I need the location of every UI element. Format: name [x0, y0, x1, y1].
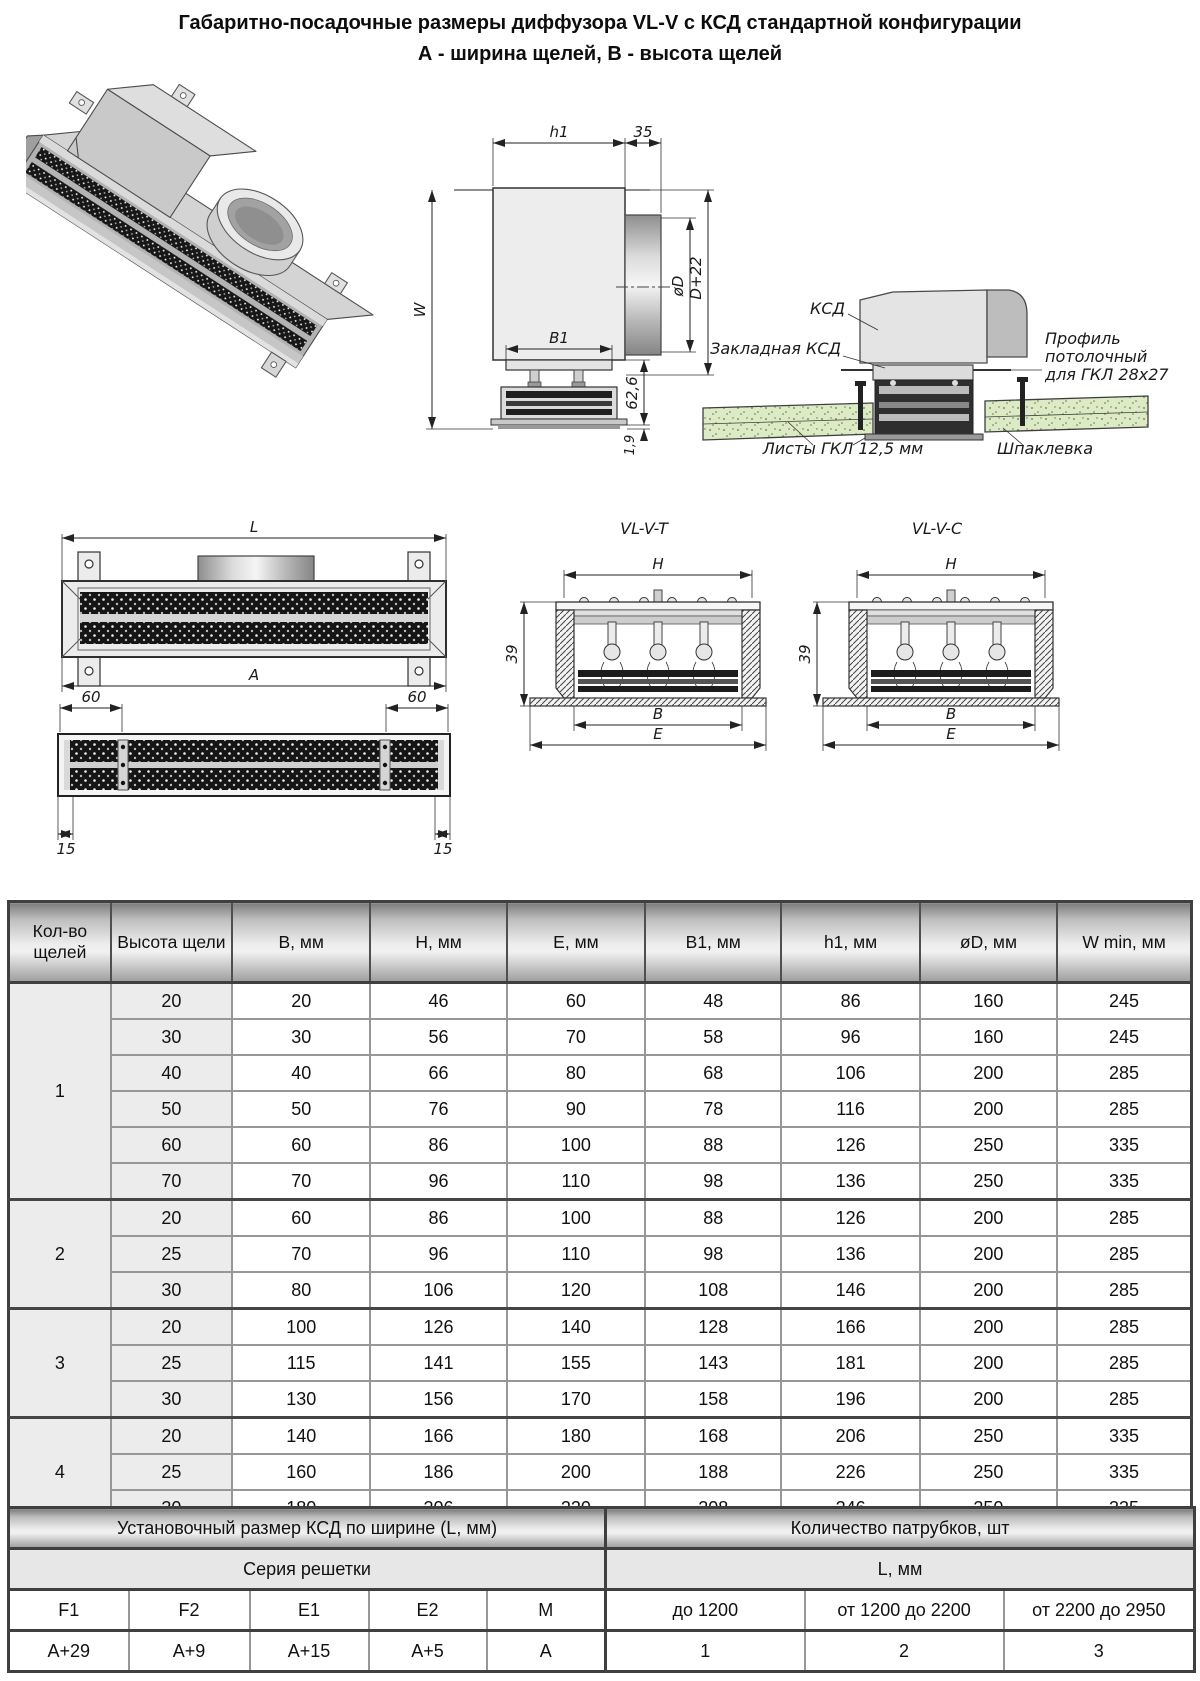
count-val-2: 2	[805, 1631, 1004, 1672]
dim-value-cell: 108	[645, 1272, 781, 1309]
dim-value-cell: 98	[645, 1163, 781, 1200]
dim-label-19: 1,9	[623, 434, 638, 456]
detail-duct-elbow	[987, 290, 1027, 357]
dim-label-35: 35	[633, 123, 653, 141]
dim-value-cell: 156	[370, 1381, 506, 1418]
count-val-1: 1	[606, 1631, 805, 1672]
label-zakladnaya: Закладная КСД	[710, 339, 841, 358]
dim-value-cell: 48	[645, 983, 781, 1020]
detail-diffuser-body	[865, 380, 983, 440]
dim-value-cell: 170	[507, 1381, 645, 1418]
dim-value-cell: 200	[920, 1345, 1057, 1381]
svg-text:потолочный: потолочный	[1045, 347, 1148, 366]
vlvc-body	[823, 590, 1059, 706]
vlvt-body	[530, 590, 766, 706]
dim-value-cell: 335	[1057, 1163, 1191, 1200]
dim-value-cell: 70	[232, 1163, 370, 1200]
installation-sub-row	[9, 1549, 1195, 1590]
dim-label-E-c: E	[946, 725, 956, 743]
dim-value-cell: 98	[645, 1236, 781, 1272]
dim-value-cell: 60	[232, 1127, 370, 1163]
dim-value-cell: 86	[370, 1200, 506, 1237]
dim-value-cell: 116	[781, 1091, 919, 1127]
front-collar	[198, 556, 314, 581]
dim-value-cell: 335	[1057, 1127, 1191, 1163]
slot-count-cell: 3	[9, 1309, 111, 1418]
slot-count-cell: 2	[9, 1200, 111, 1309]
dim-value-cell: 96	[370, 1236, 506, 1272]
dim-value-cell: 70	[232, 1236, 370, 1272]
slot-height-cell: 25	[111, 1454, 232, 1490]
dim-label-H-c: H	[945, 555, 957, 573]
length-col-2: от 1200 до 2200	[805, 1590, 1004, 1631]
dim-value-cell: 166	[781, 1309, 919, 1346]
dim-label-D22: D+22	[687, 256, 705, 300]
dim-value-cell: 200	[920, 1381, 1057, 1418]
series-val-F2: A+9	[129, 1631, 250, 1672]
front-view	[38, 516, 470, 712]
dim-value-cell: 155	[507, 1345, 645, 1381]
dim-label-A: A	[248, 666, 260, 684]
dim-value-cell: 68	[645, 1055, 781, 1091]
dim-label-B-t: B	[652, 705, 664, 723]
table-row	[9, 983, 1192, 1020]
detail-zakladnaya-flange	[873, 365, 973, 380]
dim-value-cell: 106	[781, 1055, 919, 1091]
dim-value-cell: 245	[1057, 1019, 1191, 1055]
dimensions-table	[7, 900, 1193, 1528]
dim-value-cell: 285	[1057, 1091, 1191, 1127]
length-subheader: L, мм	[606, 1549, 1195, 1590]
dim-value-cell: 60	[232, 1200, 370, 1237]
dim-label-B1: B1	[549, 329, 569, 347]
dim-value-cell: 285	[1057, 1272, 1191, 1309]
table-row	[9, 1127, 1192, 1163]
slot-height-cell: 30	[111, 1019, 232, 1055]
dim-value-cell: 141	[370, 1345, 506, 1381]
dim-value-cell: 285	[1057, 1236, 1191, 1272]
dim-value-cell: 126	[781, 1200, 919, 1237]
dim-value-cell: 80	[232, 1272, 370, 1309]
dim-value-cell: 50	[232, 1091, 370, 1127]
detail-drywall-right	[985, 396, 1148, 432]
slot-height-cell: 25	[111, 1236, 232, 1272]
page-title-line1: Габаритно-посадочные размеры диффузора VL-V с КСД стандартной конфигурации	[178, 12, 1022, 34]
dim-label-60-left: 60	[81, 688, 101, 706]
dim-value-cell: 30	[232, 1019, 370, 1055]
series-val-F1: A+29	[9, 1631, 129, 1672]
label-shpaklevka: Шпаклевка	[996, 439, 1094, 457]
dim-value-cell: 180	[507, 1418, 645, 1455]
dim-label-39-c: 39	[796, 644, 814, 664]
slot-height-cell: 50	[111, 1091, 232, 1127]
slot-height-cell: 20	[111, 1309, 232, 1346]
dim-value-cell: 200	[507, 1454, 645, 1490]
dim-label-h1: h1	[549, 123, 569, 141]
table-row	[9, 1163, 1192, 1200]
dim-label-60-right: 60	[407, 688, 427, 706]
table-row	[9, 1200, 1192, 1237]
dim-label-H-t: H	[652, 555, 664, 573]
dim-value-cell: 86	[370, 1127, 506, 1163]
slot-height-cell: 30	[111, 1272, 232, 1309]
dim-value-cell: 158	[645, 1381, 781, 1418]
svg-text:для ГКЛ 28х27: для ГКЛ 28х27	[1045, 365, 1169, 384]
slot-height-cell: 20	[111, 1200, 232, 1237]
dim-value-cell: 100	[507, 1200, 645, 1237]
table-row	[9, 1091, 1192, 1127]
dim-value-cell: 58	[645, 1019, 781, 1055]
dim-value-cell: 60	[507, 983, 645, 1020]
vlvc-section-view	[787, 512, 1083, 766]
dim-label-15-left: 15	[56, 840, 76, 858]
dim-value-cell: 206	[781, 1418, 919, 1455]
dim-value-cell: 200	[920, 1309, 1057, 1346]
dim-value-cell: 285	[1057, 1055, 1191, 1091]
length-col-1: до 1200	[606, 1590, 805, 1631]
table-row	[9, 1418, 1192, 1455]
dim-value-cell: 106	[370, 1272, 506, 1309]
series-col-E2: E2	[369, 1590, 487, 1631]
front-body	[62, 581, 446, 657]
page-title	[0, 8, 1200, 70]
installation-table	[7, 1506, 1196, 1673]
bottom-plate	[58, 734, 450, 796]
header-phiD: øD, мм	[920, 902, 1057, 983]
series-col-F1: F1	[9, 1590, 129, 1631]
dim-label-626: 62,6	[623, 376, 641, 410]
installation-values-row	[9, 1631, 1195, 1672]
dim-value-cell: 100	[507, 1127, 645, 1163]
section-collar	[625, 215, 661, 355]
dim-value-cell: 40	[232, 1055, 370, 1091]
slot-height-cell: 30	[111, 1381, 232, 1418]
table-row	[9, 1454, 1192, 1490]
table-row	[9, 1309, 1192, 1346]
dim-value-cell: 96	[370, 1163, 506, 1200]
installation-labels-row	[9, 1590, 1195, 1631]
dim-value-cell: 168	[645, 1418, 781, 1455]
length-col-3: от 2200 до 2950	[1004, 1590, 1195, 1631]
dim-label-W: W	[411, 302, 429, 318]
bottom-view	[38, 688, 470, 860]
dim-value-cell: 86	[781, 983, 919, 1020]
svg-text:Профиль: Профиль	[1045, 329, 1121, 348]
front-slot-1	[80, 592, 428, 614]
series-col-E1: E1	[250, 1590, 369, 1631]
dim-value-cell: 200	[920, 1200, 1057, 1237]
series-col-M: M	[487, 1590, 606, 1631]
slot-count-cell: 1	[9, 983, 111, 1200]
dim-value-cell: 160	[920, 983, 1057, 1020]
dim-label-39-t: 39	[503, 644, 521, 664]
dim-value-cell: 128	[645, 1309, 781, 1346]
dim-value-cell: 100	[232, 1309, 370, 1346]
detail-ksd-plenum	[860, 290, 987, 363]
dim-value-cell: 285	[1057, 1345, 1191, 1381]
dim-label-B-c: B	[945, 705, 957, 723]
dim-value-cell: 96	[781, 1019, 919, 1055]
table-row	[9, 1236, 1192, 1272]
dim-value-cell: 136	[781, 1163, 919, 1200]
dim-value-cell: 115	[232, 1345, 370, 1381]
dim-value-cell: 90	[507, 1091, 645, 1127]
dim-label-15-right: 15	[433, 840, 453, 858]
dim-value-cell: 76	[370, 1091, 506, 1127]
series-val-E2: A+5	[369, 1631, 487, 1672]
label-profil	[1044, 329, 1169, 384]
table-row	[9, 1019, 1192, 1055]
dim-value-cell: 200	[920, 1055, 1057, 1091]
table-row	[9, 1381, 1192, 1418]
table-row	[9, 1272, 1192, 1309]
dim-value-cell: 126	[781, 1127, 919, 1163]
dim-value-cell: 140	[232, 1418, 370, 1455]
dim-value-cell: 46	[370, 983, 506, 1020]
dim-value-cell: 110	[507, 1163, 645, 1200]
dim-value-cell: 110	[507, 1236, 645, 1272]
dim-value-cell: 78	[645, 1091, 781, 1127]
dim-value-cell: 120	[507, 1272, 645, 1309]
dim-value-cell: 130	[232, 1381, 370, 1418]
dim-value-cell: 166	[370, 1418, 506, 1455]
section-diffuser	[491, 360, 627, 429]
installation-header-left: Установочный размер КСД по ширине (L, мм)	[9, 1508, 606, 1549]
slot-height-cell: 40	[111, 1055, 232, 1091]
dim-value-cell: 143	[645, 1345, 781, 1381]
table-row	[9, 1345, 1192, 1381]
header-H: H, мм	[370, 902, 506, 983]
dim-value-cell: 200	[920, 1272, 1057, 1309]
slot-height-cell: 25	[111, 1345, 232, 1381]
dim-value-cell: 200	[920, 1236, 1057, 1272]
label-listy: Листы ГКЛ 12,5 мм	[762, 439, 924, 457]
page-title-line2: А - ширина щелей, В - высота щелей	[417, 43, 783, 65]
dim-value-cell: 250	[920, 1163, 1057, 1200]
label-vlvc: VL-V-C	[911, 519, 963, 538]
installation-header-row	[9, 1508, 1195, 1549]
dim-label-L: L	[249, 518, 259, 536]
series-val-M: A	[487, 1631, 606, 1672]
installation-header-right: Количество патрубков, шт	[606, 1508, 1195, 1549]
dim-value-cell: 126	[370, 1309, 506, 1346]
dim-value-cell: 56	[370, 1019, 506, 1055]
dimensions-table-header-row	[9, 902, 1192, 983]
series-col-F2: F2	[129, 1590, 250, 1631]
slot-height-cell: 20	[111, 1418, 232, 1455]
dim-value-cell: 250	[920, 1127, 1057, 1163]
slot-height-cell: 20	[111, 983, 232, 1020]
dim-value-cell: 66	[370, 1055, 506, 1091]
dim-value-cell: 181	[781, 1345, 919, 1381]
dim-value-cell: 200	[920, 1091, 1057, 1127]
dim-value-cell: 250	[920, 1454, 1057, 1490]
table-row	[9, 1055, 1192, 1091]
label-vlvt: VL-V-T	[620, 519, 668, 538]
dim-value-cell: 146	[781, 1272, 919, 1309]
dim-value-cell: 140	[507, 1309, 645, 1346]
header-slot-count: Кол-во щелей	[9, 902, 111, 983]
dim-value-cell: 245	[1057, 983, 1191, 1020]
dim-label-phiD: øD	[669, 275, 687, 297]
slot-height-cell: 60	[111, 1127, 232, 1163]
dim-value-cell: 160	[232, 1454, 370, 1490]
slot-count-cell: 4	[9, 1418, 111, 1527]
series-subheader: Серия решетки	[9, 1549, 606, 1590]
header-h1: h1, мм	[781, 902, 919, 983]
label-ksd: КСД	[809, 299, 845, 318]
dim-value-cell: 285	[1057, 1200, 1191, 1237]
vlvt-section-view	[494, 512, 790, 766]
main-table-body	[9, 983, 1192, 1527]
dim-value-cell: 196	[781, 1381, 919, 1418]
dim-value-cell: 188	[645, 1454, 781, 1490]
header-B: B, мм	[232, 902, 370, 983]
slot-height-cell: 70	[111, 1163, 232, 1200]
ceiling-detail-view	[693, 262, 1198, 457]
dim-value-cell: 20	[232, 983, 370, 1020]
dim-value-cell: 335	[1057, 1454, 1191, 1490]
dim-value-cell: 160	[920, 1019, 1057, 1055]
dim-value-cell: 70	[507, 1019, 645, 1055]
dim-value-cell: 186	[370, 1454, 506, 1490]
dim-value-cell: 285	[1057, 1381, 1191, 1418]
series-val-E1: A+15	[250, 1631, 369, 1672]
dim-value-cell: 88	[645, 1200, 781, 1237]
dim-value-cell: 250	[920, 1418, 1057, 1455]
dim-value-cell: 335	[1057, 1418, 1191, 1455]
dim-value-cell: 136	[781, 1236, 919, 1272]
dim-label-E-t: E	[653, 725, 663, 743]
dim-value-cell: 285	[1057, 1309, 1191, 1346]
section-view	[398, 98, 720, 456]
front-slot-2	[80, 622, 428, 644]
dim-value-cell: 226	[781, 1454, 919, 1490]
count-val-3: 3	[1004, 1631, 1195, 1672]
header-slot-height: Высота щели	[111, 902, 232, 983]
header-B1: B1, мм	[645, 902, 781, 983]
dim-value-cell: 80	[507, 1055, 645, 1091]
header-E: E, мм	[507, 902, 645, 983]
header-Wmin: W min, мм	[1057, 902, 1191, 983]
isometric-view	[26, 84, 398, 488]
dim-value-cell: 88	[645, 1127, 781, 1163]
